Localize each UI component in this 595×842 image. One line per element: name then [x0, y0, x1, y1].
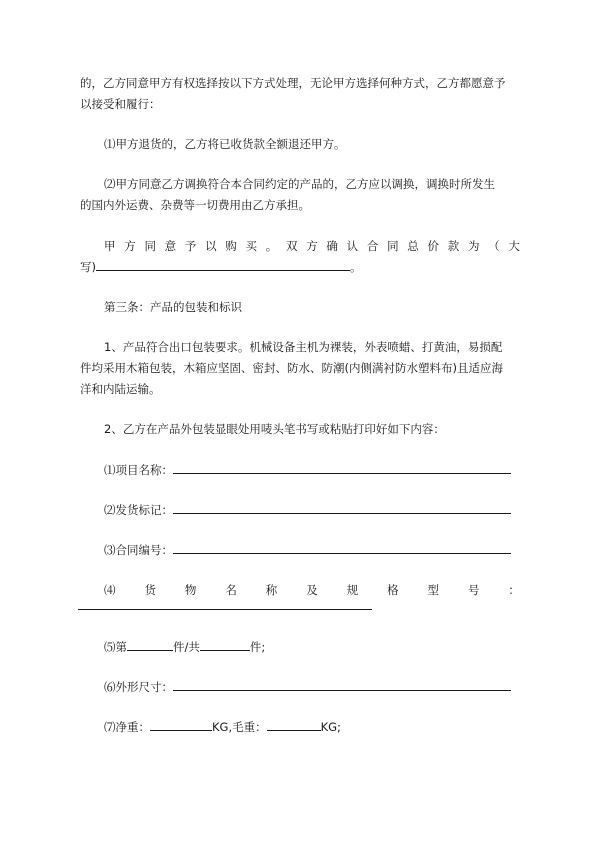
paragraph-line: 件均采用木箱包装，木箱应坚固、密封、防水、防潮(内侧满衬防水塑料布)且适应海: [80, 361, 503, 375]
item-name-blank[interactable]: [173, 460, 511, 474]
char: 型: [427, 583, 439, 597]
char: 价: [427, 239, 439, 253]
char: 确: [326, 239, 338, 253]
char: 同: [144, 239, 156, 253]
char: 方: [306, 239, 318, 253]
justified-line: [104, 236, 520, 257]
field-weight: [104, 717, 341, 738]
char: 双: [285, 239, 298, 253]
paragraph-line: 的国内外运费、杂费等一切费用由乙方承担。: [80, 198, 310, 212]
field-label: KG;: [320, 720, 341, 734]
contract-no-blank[interactable]: [173, 540, 511, 554]
field-label: ⑴项目名称：: [104, 463, 173, 477]
field-piece-count: [104, 637, 265, 658]
field-dimensions: [104, 677, 511, 698]
char: 名: [225, 583, 237, 597]
shipping-mark-blank[interactable]: [173, 500, 511, 514]
paragraph-line: ⑵甲方同意乙方调换符合本合同约定的产品的，乙方应以调换，调换时所发生: [104, 177, 495, 191]
field-label: ⑵发货标记：: [104, 503, 173, 517]
char: 。: [265, 239, 278, 253]
char: 买: [245, 239, 258, 253]
paragraph-line: 洋和内陆运输。: [80, 382, 161, 396]
char: 物: [184, 583, 197, 597]
char: 以: [205, 239, 217, 253]
char: ：: [508, 583, 520, 597]
char: 为: [467, 239, 480, 253]
char: 格: [387, 583, 399, 597]
piece-no-blank[interactable]: [127, 637, 173, 651]
field-label: ⑶合同编号：: [104, 543, 173, 557]
field-label: ⑸第: [104, 640, 127, 654]
label: 。: [350, 260, 362, 274]
char: 合: [366, 239, 379, 253]
char: 称: [265, 583, 278, 597]
goods-name-blank[interactable]: [78, 596, 372, 610]
field-label: ⑺净重：: [104, 720, 150, 734]
char: 号: [467, 583, 480, 597]
field-label: 件/共: [173, 640, 200, 654]
char: 同: [387, 239, 399, 253]
paragraph-line: 的，乙方同意甲方有权选择按以下方式处理，无论甲方选择何种方式，乙方都愿意予: [80, 76, 506, 90]
char: 予: [184, 239, 197, 253]
char: 大: [508, 239, 520, 253]
char: （: [488, 239, 500, 253]
char: 方: [124, 239, 136, 253]
dimensions-blank[interactable]: [173, 677, 511, 691]
char: 甲: [104, 239, 116, 253]
net-weight-blank[interactable]: [150, 717, 212, 731]
piece-total-blank[interactable]: [200, 637, 250, 651]
label: 写): [80, 260, 96, 274]
char: 规: [346, 583, 359, 597]
paragraph-line: 以接受和履行：: [80, 97, 161, 111]
total-price-line: [80, 257, 362, 278]
char: 购: [225, 239, 237, 253]
paragraph-line: 2、乙方在产品外包装显眼处用唛头笔书写或粘贴打印好如下内容：: [104, 422, 445, 436]
char: ⑷: [104, 583, 116, 597]
char: 意: [164, 239, 177, 253]
field-contract-no: [104, 540, 511, 561]
paragraph-line: ⑴甲方退货的，乙方将已收货款全额退还甲方。: [104, 137, 346, 151]
article-title: 第三条：产品的包装和标识: [104, 300, 242, 314]
total-price-blank[interactable]: [96, 257, 350, 271]
char: 认: [346, 239, 359, 253]
char: 货: [144, 583, 156, 597]
field-label: ⑹外形尺寸：: [104, 680, 173, 694]
paragraph-line: 1、产品符合出口包装要求。机械设备主机为裸装，外表喷蜡、打黄油，易损配: [104, 340, 503, 354]
field-label: KG,毛重：: [212, 720, 267, 734]
gross-weight-blank[interactable]: [267, 717, 321, 731]
char: 款: [447, 239, 460, 253]
field-shipping-mark: [104, 500, 511, 521]
field-item-name: [104, 460, 511, 481]
char: 总: [407, 239, 419, 253]
field-label: 件;: [249, 640, 266, 654]
char: 及: [306, 583, 318, 597]
